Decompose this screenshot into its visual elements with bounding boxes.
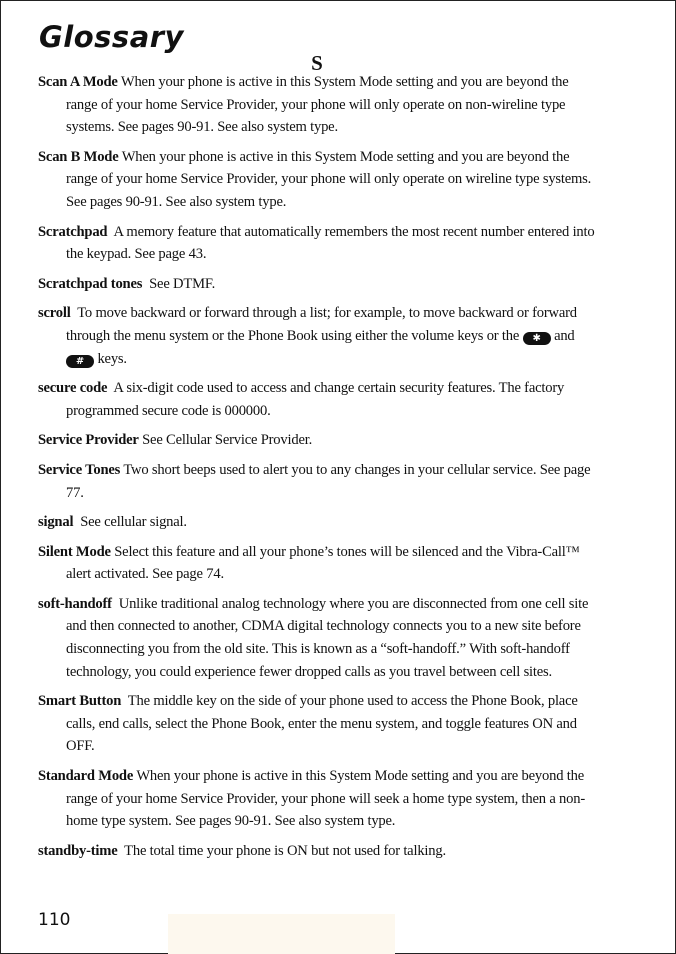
glossary-term: Smart Button <box>38 693 122 710</box>
glossary-entry-signal <box>38 511 598 534</box>
glossary-entry-scan-a-mode <box>38 71 598 139</box>
glossary-term: Scan B Mode <box>38 148 119 165</box>
scan-artifact <box>168 914 395 954</box>
glossary-definition: To move backward or forward through a list; for example, to move backward or forward through the menu system or the Phone Book using either the volume keys or the <box>66 305 577 344</box>
star-key-icon: ✱ <box>523 332 551 345</box>
glossary-term: Silent Mode <box>38 543 111 560</box>
glossary-term: Service Tones <box>38 461 121 478</box>
glossary-entry-scroll <box>38 302 598 370</box>
glossary-definition: See Cellular Service Provider. <box>142 432 313 449</box>
glossary-definition: When your phone is active in this System Mode setting and you are beyond the range of your home Service Provider, your phone will only operate on wireline type systems. See pages 90-91. See also system type. <box>66 148 592 210</box>
glossary-definition: When your phone is active in this System Mode setting and you are beyond the range of your home Service Provider, your phone will seek a home type system, then a non-home type system. See pages 90-91. See also system type. <box>66 768 586 830</box>
glossary-definition: When your phone is active in this System Mode setting and you are beyond the range of your home Service Provider, your phone will only operate on non-wireline type systems. See pages 90-91. See also system type. <box>66 74 569 136</box>
glossary-definition: Select this feature and all your phone’s tones will be silenced and the Vibra-Call™ alert activated. See page 74. <box>66 543 580 583</box>
glossary-definition: See cellular signal. <box>80 514 187 531</box>
glossary-definition-tail: keys. <box>97 350 127 367</box>
page-number: 110 <box>38 910 71 930</box>
glossary-term: Scan A Mode <box>38 74 118 90</box>
glossary-entry-soft-handoff <box>38 593 598 683</box>
glossary-entry-scratchpad <box>38 221 598 266</box>
glossary-entry-scan-b-mode <box>38 146 598 214</box>
glossary-entry-service-tones <box>38 459 598 504</box>
glossary-definition: Two short beeps used to alert you to any changes in your cellular service. See page 77. <box>66 461 591 501</box>
glossary-entry-service-provider <box>38 429 598 452</box>
glossary-definition: A memory feature that automatically remembers the most recent number entered into the keypad. See page 43. <box>66 223 595 263</box>
glossary-term: Service Provider <box>38 432 139 449</box>
glossary-definition: See DTMF. <box>149 275 216 292</box>
glossary-definition: A six-digit code used to access and change certain security features. The factory programmed secure code is 000000. <box>66 380 565 419</box>
section-letter-heading: S <box>311 51 323 75</box>
glossary-definition-connector: and <box>554 327 575 344</box>
glossary-entry-secure-code <box>38 377 598 422</box>
glossary-term: signal <box>38 514 74 531</box>
glossary-term: Scratchpad tones <box>38 275 143 292</box>
glossary-term: standby-time <box>38 842 118 859</box>
glossary-entry-list <box>38 71 598 869</box>
pound-key-icon: # <box>66 355 94 368</box>
glossary-term: secure code <box>38 380 108 397</box>
glossary-definition: The total time your phone is ON but not used for talking. <box>124 842 446 859</box>
glossary-definition: Unlike traditional analog technology where you are disconnected from one cell site and then connected to another, CDMA digital technology connects you to a new site before disconnecting you from the old site. This is known as a “soft-handoff.” With soft-handoff technology, you could experience fewer dropped calls as you travel between cell sites. <box>66 595 589 680</box>
glossary-entry-scratchpad-tones <box>38 273 598 296</box>
page-title: Glossary <box>39 20 184 54</box>
glossary-definition: The middle key on the side of your phone used to access the Phone Book, place calls, end calls, select the Phone Book, enter the menu system, and toggle features ON and OFF. <box>66 693 578 755</box>
glossary-entry-standby-time <box>38 840 598 863</box>
glossary-entry-smart-button <box>38 690 598 758</box>
glossary-entry-standard-mode <box>38 765 598 833</box>
glossary-term: scroll <box>38 305 71 322</box>
glossary-term: Scratchpad <box>38 223 108 240</box>
glossary-entry-silent-mode <box>38 541 598 586</box>
glossary-term: soft-handoff <box>38 595 112 612</box>
glossary-term: Standard Mode <box>38 768 134 785</box>
